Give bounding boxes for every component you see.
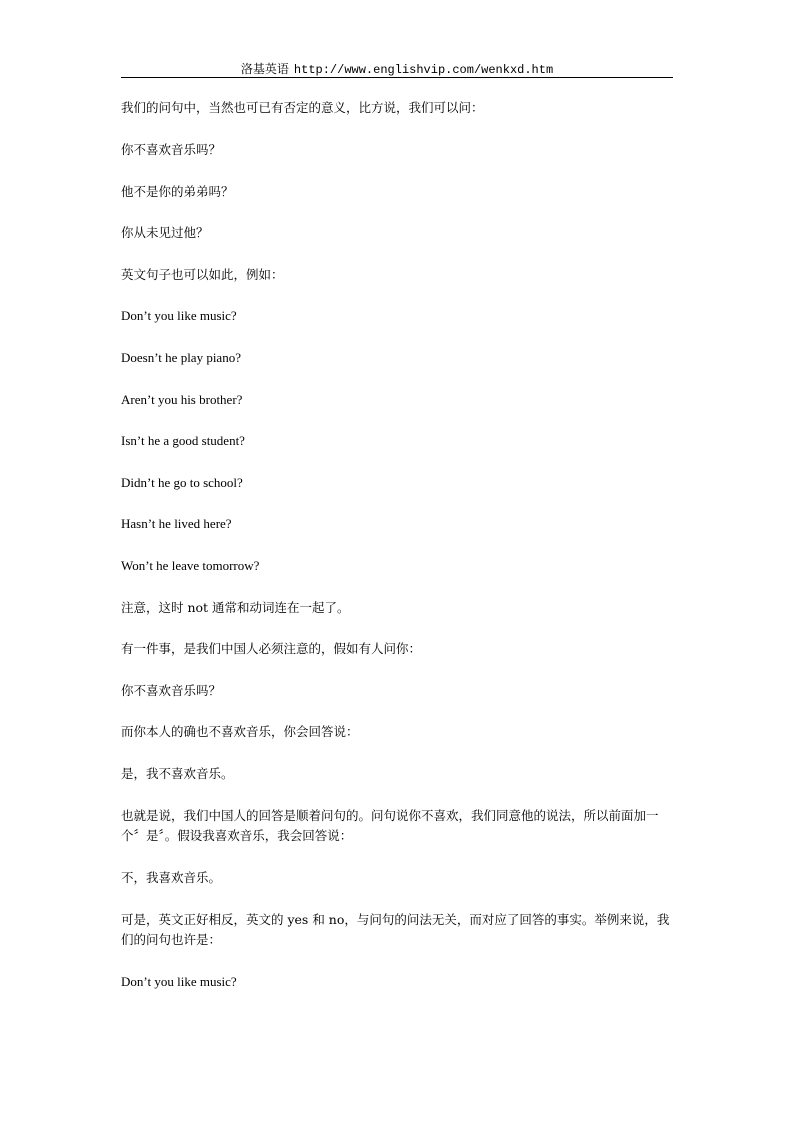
header-url[interactable]: http://www.englishvip.com/wenkxd.htm <box>293 63 554 77</box>
paragraph: 注意，这时 not 通常和动词连在一起了。 <box>121 600 350 615</box>
paragraph: 而你本人的确也不喜欢音乐，你会回答说： <box>121 724 359 739</box>
paragraph: 我们的问句中，当然也可已有否定的意义，比方说，我们可以问： <box>121 100 484 115</box>
paragraph: 是，我不喜欢音乐。 <box>121 766 234 781</box>
paragraph: 有一件事，是我们中国人必须注意的，假如有人问你： <box>121 641 422 656</box>
example-sentence: Aren’t you his brother? <box>121 392 243 407</box>
example-sentence: Isn’t he a good student? <box>121 433 245 448</box>
example-sentence: Doesn’t he play piano? <box>121 350 241 365</box>
paragraph: 你从未见过他？ <box>121 225 209 240</box>
header-site-name: 洛基英语 <box>240 62 289 76</box>
paragraph: 你不喜欢音乐吗？ <box>121 142 222 157</box>
paragraph: 你不喜欢音乐吗？ <box>121 683 222 698</box>
page-header <box>121 58 673 78</box>
example-sentence: Don’t you like music? <box>121 974 237 989</box>
example-sentence: Won’t he leave tomorrow? <box>121 558 260 573</box>
paragraph: 他不是你的弟弟吗？ <box>121 184 234 199</box>
paragraph: 英文句子也可以如此，例如： <box>121 267 284 282</box>
paragraph: 也就是说，我们中国人的回答是顺着问句的。问句说你不喜欢，我们同意他的说法，所以前面加一个〞是〞。假设我喜欢音乐，我会回答说： <box>121 808 659 843</box>
example-sentence: Didn’t he go to school? <box>121 475 243 490</box>
paragraph: 不，我喜欢音乐。 <box>121 870 222 885</box>
paragraph: 可是，英文正好相反，英文的 yes 和 no，与问句的问法无关，而对应了回答的事实。举例来说，我们的问句也许是： <box>121 912 670 947</box>
example-sentence: Hasn’t he lived here? <box>121 516 232 531</box>
example-sentence: Don’t you like music? <box>121 308 237 323</box>
